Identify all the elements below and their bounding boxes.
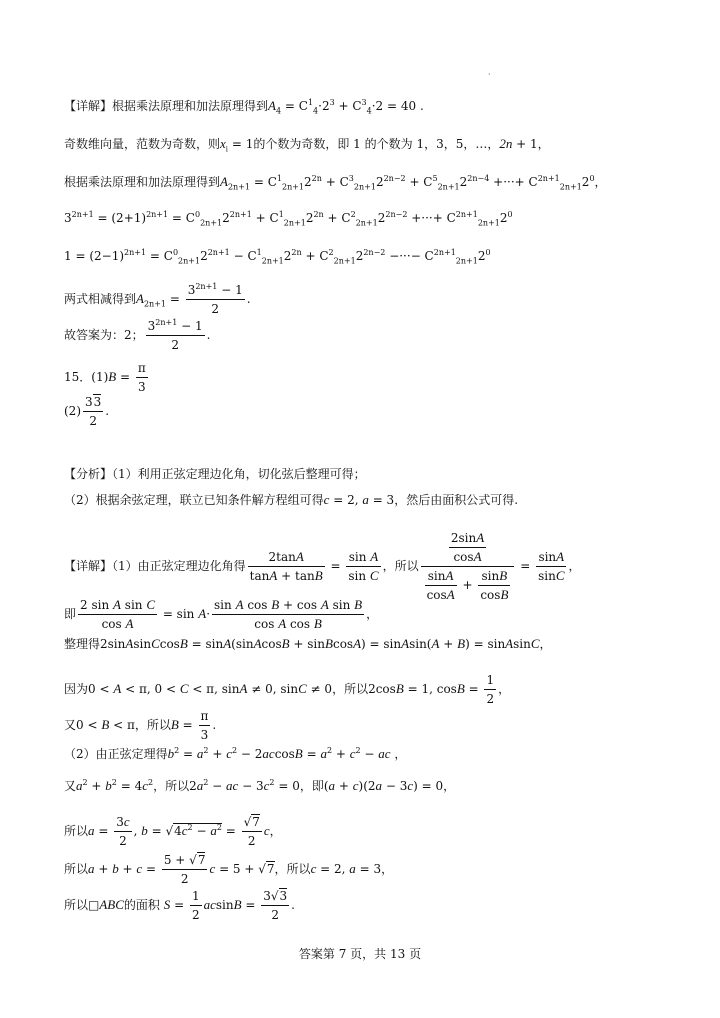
part2-line-3: 所以a = $\frac{3c}{2}$ , $b = √4c^2 - a^2$ = $\frac{√7}{2}$ c， (64, 814, 282, 848)
solution-line-5: 又0 < B < π，所以B = $\frac{\pi}{3}$ . (64, 709, 217, 742)
part2-line-4: 所以a + b + c = $\frac{5 + √7}{2}$ c = 5 + √7，所以c = 2, a = 3， (64, 853, 394, 886)
analysis-line-1: 【分析】（1）利用正弦定理边化角，切化弦后整理可得； (64, 467, 366, 481)
solution-line-2: 即 $\frac{\text{2 sin A sin C}}{\text{cos A}}$ = sin A· $\frac{\text{sin A cos B + cos A sin B}}{\text{cos A cos B}}$ ， (64, 597, 379, 631)
expansion-line-1: $3^{2n+1} = (2+1)^{2n+1} = C^0_{2n+1}2^{2n+1} + C^1_{2n+1}2^{2n} + C^2_{2n+1}2^{2n-2}$ +···+ $C^{2n+1}_{2n+1}2^0$ (64, 210, 513, 228)
page-footer: 答案第 7 页，共 13 页 (298, 947, 422, 961)
part2-line-5: 所以□ABC的面积 S = $\frac{1}{2}$ acsinB = $\frac{3√3}{2}$ . (64, 889, 295, 922)
subtract-line: 两式相减得到$A_{2n+1}$ = $\frac{3^{2n+1} - 1}{2}$ . (64, 282, 251, 316)
q15-part2: (2) $\frac{33}{2}$ . (64, 395, 110, 428)
part2-line-2: 又$a^2 + b^2 = 4c^2$，所以$2a^2$ − ac − $3c^2 = 0$，即(a + c)(2a − 3c) = 0， (64, 778, 456, 793)
corner-mark: · (488, 70, 491, 79)
expansion-line-2: $1 = (2-1)^{2n+1} = C^0_{2n+1}2^{2n+1} - C^1_{2n+1}2^{2n} + C^2_{2n+1}2^{2n-2}$ −···− $C^{2n+1}_{2n+1}2^0$ (64, 248, 491, 266)
solution-line-4: 因为0 < A < π, 0 < C < π, sinA ≠ 0, sinC ≠ 0，所以2cosB = 1, cosB = $\frac{1}{2}$ ， (64, 673, 511, 706)
solution-line-3: 整理得2sinAsinCcosB = sinA(sinAcosB + sinBcosA) = sinAsin(A + B) = sinAsinC， (64, 636, 552, 651)
detail-line-3: 根据乘法原理和加法原理得到$A_{2n+1} = C^1_{2n+1}2^{2n} + C^3_{2n+1}2^{2n-2} + C^5_{2n+1}2^{2n-4}$ +···+ $C^{2n+1}_{2n+1}2^0$， (64, 174, 607, 192)
analysis-line-2: （2）根据余弦定理，联立已知条件解方程组可得c = 2, a = 3，然后由面积公式可得. (64, 492, 519, 507)
detail-line-2: 奇数维向量，范数为奇数，则$x_i = 1$的个数为奇数，即 1 的个数为 1，3，5，…，2n + 1， (64, 136, 550, 154)
q15-part1: 15．(1)B = $\frac{\pi}{3}$ (64, 361, 146, 394)
answer-line: 故答案为：2； $\frac{3^{2n+1} - 1}{2}$ . (64, 318, 211, 352)
part2-line-1: （2）由正弦定理得$b^2 = a^2 + c^2 - 2accosB = a^2 + c^2$ − ac ， (64, 746, 407, 761)
detail-text-1: 【详解】根据乘法原理和加法原理得到 (64, 99, 269, 113)
solution-line-1: 【详解】（1）由正弦定理边化角得 $\frac{2\tan A}{\tan A + \tan B}$ = $\frac{\text{sin A}}{\text{sin C}}$ ，所以 $\frac{2\sin A}{\cos A}$ $\frac{\sin A}{\cos A}$ + $\frac{\sin B}{\cos B}$ = $\frac{\sin A}{\sin C}$ ， (64, 530, 581, 602)
detail-line-1: 【详解】根据乘法原理和加法原理得到$A_4 = C^1_4\cdot 2^3 + C^3_4\cdot 2 = 40$ . (64, 98, 424, 116)
